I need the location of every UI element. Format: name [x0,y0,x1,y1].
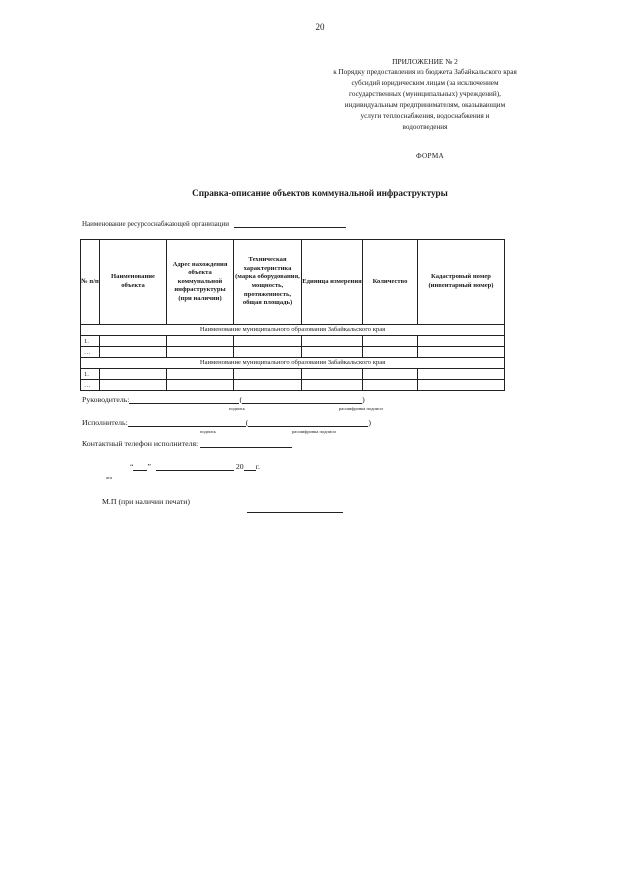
table-cell[interactable] [100,369,167,380]
municipality-label: Наименование муниципального образования Забайкальского края [81,358,505,369]
col-header-address: Адрес нахождения объекта коммунальной инфраструктуры (при наличии) [167,240,234,325]
col-header-unit: Единица измерения [302,240,363,325]
open-paren: ( [239,395,243,404]
executor-signature-row [82,417,371,427]
infrastructure-table [80,239,505,391]
col-header-cadastral: Кадастровый номер (инвентарный номер) [418,240,505,325]
date-open-quote: “ [130,462,134,471]
table-cell[interactable] [363,380,418,391]
row-num: … [81,347,100,358]
org-name-line [82,219,346,228]
document-title: Справка-описание объектов коммунальной инфраструктуры [192,188,448,198]
appendix-line: индивидуальным предпринимателям, оказывающим [344,101,506,109]
date-year-prefix: 20 [235,462,244,471]
appendix-block [310,56,540,133]
table-row [81,369,505,380]
table-cell[interactable] [100,380,167,391]
date-caption: ата [106,475,113,480]
stamp-label: М.П (при наличии печати) [102,497,191,506]
row-num: 1. [81,369,100,380]
head-signature-field[interactable] [129,394,239,404]
table-cell[interactable] [234,347,302,358]
closing-rule [247,512,343,513]
head-signature-row [82,394,365,404]
close-paren: ) [362,395,365,404]
date-month-field[interactable] [156,461,234,471]
col-header-tech-spec: Техническая характеристика (марка оборудования, мощность, протяженность, общая площадь) [234,240,302,325]
table-row [81,336,505,347]
org-name-field[interactable] [234,219,346,228]
head-decode-field[interactable] [242,394,362,404]
executor-signature-caption: подпись [200,429,217,434]
appendix-line: услуги теплоснабжения, водоснабжения и [360,112,490,120]
municipality-label: Наименование муниципального образования Забайкальского края [81,325,505,336]
row-num: … [81,380,100,391]
head-label: Руководитель: [82,395,130,404]
phone-row [82,438,292,448]
table-cell[interactable] [167,347,234,358]
executor-label: Исполнитель: [82,418,128,427]
head-decode-caption: расшифровка подписи [339,406,383,411]
date-year-suffix: г. [255,462,260,471]
col-header-object-name: Наименование объекта [100,240,167,325]
appendix-line: к Порядку предоставления из бюджета Забайкальского края [333,68,517,76]
table-cell[interactable] [418,369,505,380]
table-cell[interactable] [100,347,167,358]
open-paren: ( [245,418,249,427]
table-cell[interactable] [363,336,418,347]
phone-field[interactable] [200,438,292,448]
page-number: 20 [315,22,325,32]
col-header-num: № п/п [81,240,100,325]
table-cell[interactable] [302,369,363,380]
table-row [81,347,505,358]
table-cell[interactable] [302,347,363,358]
table-cell[interactable] [167,369,234,380]
table-cell[interactable] [234,336,302,347]
table-cell[interactable] [363,347,418,358]
date-row [130,461,260,471]
table-cell[interactable] [234,369,302,380]
appendix-line: субсидий юридическим лицам (за исключением [351,79,499,87]
table-cell[interactable] [302,380,363,391]
table-cell[interactable] [167,380,234,391]
table-cell[interactable] [100,336,167,347]
table-cell[interactable] [418,380,505,391]
table-row [81,380,505,391]
table-cell[interactable] [302,336,363,347]
executor-decode-field[interactable] [245,417,368,427]
org-name-label: Наименование ресурсоснабжающей организации [82,220,230,228]
appendix-line: государственных (муниципальных) учреждений), [349,90,501,98]
table-group-row [81,325,505,336]
date-close-quote: ” [147,462,151,471]
table-cell[interactable] [363,369,418,380]
date-day-field[interactable] [133,461,147,471]
table-group-row [81,358,505,369]
phone-label: Контактный телефон исполнителя: [82,439,199,448]
table-cell[interactable] [167,336,234,347]
appendix-line: водоотведения [402,123,448,131]
table-cell[interactable] [234,380,302,391]
date-year-field[interactable] [244,461,256,471]
col-header-quantity: Количество [363,240,418,325]
head-signature-caption: подпись [229,406,246,411]
table-header-row [81,240,505,325]
table-cell[interactable] [418,347,505,358]
appendix-heading: ПРИЛОЖЕНИЕ № 2 [392,57,458,66]
row-num: 1. [81,336,100,347]
close-paren: ) [368,418,371,427]
executor-decode-caption: расшифровка подписи [292,429,336,434]
table-cell[interactable] [418,336,505,347]
executor-signature-field[interactable] [128,417,246,427]
form-label: ФОРМА [415,152,445,160]
